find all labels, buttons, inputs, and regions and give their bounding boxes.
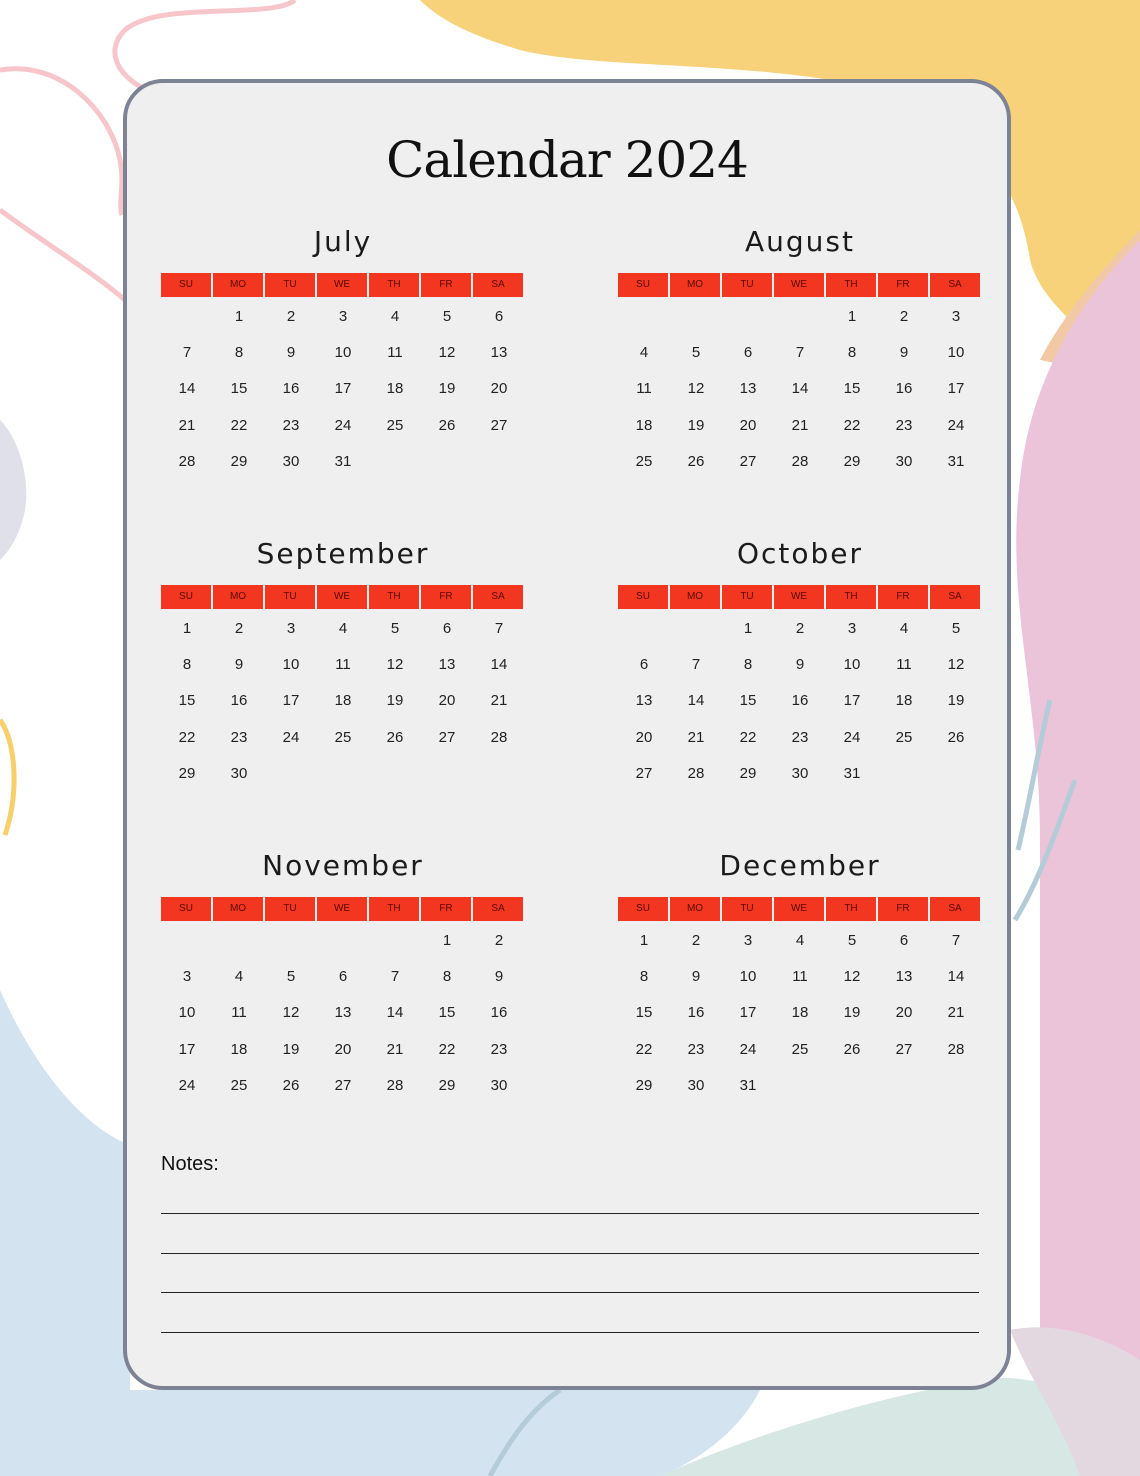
day-cell: 15	[230, 380, 248, 398]
note-line[interactable]	[161, 1253, 979, 1254]
day-cell: 21	[687, 728, 705, 746]
day-cell: 31	[843, 764, 861, 782]
day-cell: 21	[947, 1004, 965, 1022]
day-cell: 28	[947, 1040, 965, 1058]
day-cell: 11	[335, 656, 351, 674]
day-cell: 4	[795, 932, 805, 949]
day-cell: 28	[490, 728, 508, 746]
month-block	[618, 849, 982, 1108]
day-cell: 2	[795, 620, 805, 637]
day-cell: 3	[847, 620, 857, 637]
day-cell: 7	[494, 620, 504, 637]
weekday-header: TU	[722, 897, 772, 921]
empty-day-cell	[161, 927, 213, 963]
day-cell: 6	[338, 968, 348, 986]
day-cell: 5	[847, 932, 857, 949]
day-cell: 22	[438, 1040, 456, 1058]
day-cell: 24	[947, 416, 965, 434]
day-cell: 3	[743, 932, 753, 949]
day-cell: 13	[438, 656, 456, 674]
day-cell: 8	[234, 344, 244, 362]
day-cell: 16	[791, 692, 809, 710]
day-cell: 27	[635, 764, 653, 782]
weekday-header: WE	[774, 585, 824, 609]
day-cell: 15	[438, 1004, 456, 1022]
weekday-header: FR	[421, 897, 471, 921]
day-cell: 25	[230, 1076, 248, 1094]
day-cell: 12	[386, 656, 404, 674]
weekday-header: FR	[421, 585, 471, 609]
weekday-header-row	[618, 897, 982, 921]
day-cell: 24	[178, 1076, 196, 1094]
light-blue-blob-bottom	[100, 1390, 760, 1476]
weekday-header: SU	[618, 585, 668, 609]
weekday-header: SU	[161, 273, 211, 297]
day-cell: 1	[743, 620, 753, 637]
day-cell: 7	[691, 656, 701, 674]
day-cell: 10	[739, 968, 757, 986]
day-cell: 20	[739, 416, 757, 434]
day-cell: 7	[795, 344, 805, 362]
empty-day-cell	[670, 303, 722, 339]
day-cell: 12	[687, 380, 705, 398]
day-cell: 4	[899, 620, 909, 637]
empty-day-cell	[670, 615, 722, 651]
month-name: August	[745, 225, 855, 258]
day-cell: 11	[792, 968, 808, 986]
day-cell: 17	[282, 692, 300, 710]
month-name: October	[736, 537, 864, 570]
day-cell: 22	[635, 1040, 653, 1058]
day-cell: 13	[739, 380, 757, 398]
weekday-header: SU	[161, 585, 211, 609]
day-cell: 21	[490, 692, 508, 710]
day-cell: 8	[182, 656, 192, 674]
day-cell: 10	[947, 344, 965, 362]
day-cell: 18	[895, 692, 913, 710]
weekday-header-row	[161, 273, 525, 297]
day-cell: 2	[494, 932, 504, 949]
day-cell: 24	[843, 728, 861, 746]
day-cell: 8	[442, 968, 452, 986]
day-grid	[618, 615, 982, 796]
day-cell: 9	[691, 968, 701, 986]
day-cell: 27	[438, 728, 456, 746]
day-cell: 11	[231, 1004, 247, 1022]
day-cell: 29	[230, 452, 248, 470]
day-cell: 15	[843, 380, 861, 398]
light-blue-blob	[0, 990, 130, 1476]
weekday-header: TH	[826, 897, 876, 921]
weekday-header: SA	[473, 585, 523, 609]
weekday-header: TH	[826, 585, 876, 609]
day-cell: 12	[282, 1004, 300, 1022]
day-cell: 29	[739, 764, 757, 782]
empty-day-cell	[161, 303, 213, 339]
calendar-card	[123, 79, 1011, 1390]
day-cell: 5	[390, 620, 400, 637]
day-cell: 14	[490, 656, 508, 674]
day-cell: 7	[390, 968, 400, 986]
day-cell: 3	[286, 620, 296, 637]
day-cell: 31	[334, 452, 352, 470]
weekday-header: WE	[774, 897, 824, 921]
page-title: Calendar 2024	[386, 131, 748, 189]
day-cell: 9	[234, 656, 244, 674]
weekday-header: TH	[369, 897, 419, 921]
day-cell: 11	[636, 380, 652, 398]
day-grid	[618, 927, 982, 1108]
weekday-header: MO	[670, 273, 720, 297]
weekday-header: MO	[213, 897, 263, 921]
day-cell: 17	[334, 380, 352, 398]
day-cell: 19	[947, 692, 965, 710]
day-cell: 26	[282, 1076, 300, 1094]
lavender-blob-left	[0, 420, 26, 560]
day-cell: 18	[635, 416, 653, 434]
day-cell: 29	[843, 452, 861, 470]
day-cell: 21	[386, 1040, 404, 1058]
day-cell: 27	[895, 1040, 913, 1058]
day-cell: 1	[182, 620, 192, 637]
day-cell: 23	[895, 416, 913, 434]
day-cell: 15	[739, 692, 757, 710]
weekday-header: SA	[930, 897, 980, 921]
weekday-header: FR	[878, 897, 928, 921]
weekday-header: MO	[670, 897, 720, 921]
pink-blob	[1016, 240, 1140, 1476]
day-cell: 2	[899, 308, 909, 325]
day-cell: 20	[438, 692, 456, 710]
day-cell: 20	[895, 1004, 913, 1022]
day-cell: 6	[494, 308, 504, 325]
weekday-header: MO	[213, 585, 263, 609]
day-cell: 24	[334, 416, 352, 434]
month-block	[618, 537, 982, 796]
day-cell: 1	[847, 308, 857, 325]
day-cell: 18	[386, 380, 404, 398]
day-cell: 10	[282, 656, 300, 674]
day-cell: 30	[895, 452, 913, 470]
month-block	[161, 537, 525, 796]
day-cell: 23	[230, 728, 248, 746]
month-block	[618, 225, 982, 484]
day-cell: 13	[895, 968, 913, 986]
day-cell: 22	[178, 728, 196, 746]
note-line[interactable]	[161, 1332, 979, 1333]
month-name: November	[262, 849, 424, 882]
weekday-header-row	[618, 273, 982, 297]
weekday-header: TH	[369, 585, 419, 609]
weekday-header: SA	[473, 273, 523, 297]
note-line[interactable]	[161, 1213, 979, 1214]
weekday-header: FR	[878, 585, 928, 609]
weekday-header: TU	[265, 897, 315, 921]
weekday-header: WE	[317, 273, 367, 297]
day-cell: 16	[282, 380, 300, 398]
day-cell: 3	[951, 308, 961, 325]
day-cell: 23	[687, 1040, 705, 1058]
day-cell: 25	[386, 416, 404, 434]
day-cell: 14	[178, 380, 196, 398]
month-name: September	[256, 537, 430, 570]
empty-day-cell	[618, 615, 670, 651]
day-cell: 25	[895, 728, 913, 746]
day-cell: 1	[234, 308, 244, 325]
month-name: December	[719, 849, 881, 882]
day-cell: 19	[687, 416, 705, 434]
weekday-header: SU	[161, 897, 211, 921]
day-cell: 24	[282, 728, 300, 746]
day-cell: 17	[178, 1040, 196, 1058]
month-name: July	[313, 225, 373, 258]
day-cell: 17	[739, 1004, 757, 1022]
day-cell: 10	[843, 656, 861, 674]
day-cell: 1	[442, 932, 452, 949]
day-cell: 20	[490, 380, 508, 398]
day-cell: 14	[687, 692, 705, 710]
weekday-header: WE	[774, 273, 824, 297]
weekday-header: MO	[670, 585, 720, 609]
day-cell: 10	[334, 344, 352, 362]
day-cell: 13	[334, 1004, 352, 1022]
day-cell: 5	[442, 308, 452, 325]
weekday-header: MO	[213, 273, 263, 297]
day-cell: 26	[947, 728, 965, 746]
day-cell: 24	[739, 1040, 757, 1058]
weekday-header: TU	[722, 585, 772, 609]
day-cell: 27	[739, 452, 757, 470]
day-cell: 8	[743, 656, 753, 674]
day-cell: 15	[635, 1004, 653, 1022]
empty-day-cell	[317, 927, 369, 963]
day-cell: 26	[687, 452, 705, 470]
day-cell: 16	[687, 1004, 705, 1022]
month-block	[161, 849, 525, 1108]
day-cell: 30	[791, 764, 809, 782]
day-cell: 12	[843, 968, 861, 986]
day-cell: 12	[438, 344, 456, 362]
day-cell: 28	[386, 1076, 404, 1094]
day-cell: 29	[438, 1076, 456, 1094]
day-cell: 14	[386, 1004, 404, 1022]
day-cell: 28	[178, 452, 196, 470]
notes-label: Notes:	[161, 1153, 219, 1175]
day-cell: 5	[286, 968, 296, 986]
empty-day-cell	[265, 927, 317, 963]
weekday-header: TU	[265, 585, 315, 609]
day-cell: 19	[843, 1004, 861, 1022]
day-grid	[161, 615, 525, 796]
day-cell: 6	[743, 344, 753, 362]
day-cell: 19	[282, 1040, 300, 1058]
weekday-header: SU	[618, 273, 668, 297]
day-cell: 23	[791, 728, 809, 746]
day-cell: 8	[639, 968, 649, 986]
day-cell: 17	[843, 692, 861, 710]
weekday-header: SU	[618, 897, 668, 921]
day-cell: 21	[791, 416, 809, 434]
day-cell: 9	[494, 968, 504, 986]
day-cell: 19	[386, 692, 404, 710]
day-cell: 29	[178, 764, 196, 782]
day-cell: 13	[635, 692, 653, 710]
yellow-line	[0, 720, 14, 835]
weekday-header: TH	[826, 273, 876, 297]
day-cell: 17	[947, 380, 965, 398]
day-cell: 25	[635, 452, 653, 470]
day-cell: 1	[639, 932, 649, 949]
day-cell: 21	[178, 416, 196, 434]
day-cell: 11	[896, 656, 912, 674]
day-cell: 28	[687, 764, 705, 782]
day-cell: 7	[951, 932, 961, 949]
day-cell: 31	[947, 452, 965, 470]
day-cell: 28	[791, 452, 809, 470]
day-cell: 27	[490, 416, 508, 434]
day-cell: 23	[490, 1040, 508, 1058]
day-cell: 16	[895, 380, 913, 398]
day-cell: 6	[899, 932, 909, 949]
day-cell: 9	[899, 344, 909, 362]
day-cell: 18	[230, 1040, 248, 1058]
day-cell: 30	[230, 764, 248, 782]
day-cell: 4	[338, 620, 348, 637]
weekday-header: TU	[265, 273, 315, 297]
weekday-header: SA	[930, 585, 980, 609]
day-grid	[618, 303, 982, 484]
day-cell: 22	[739, 728, 757, 746]
weekday-header: SA	[473, 897, 523, 921]
day-cell: 4	[234, 968, 244, 986]
day-cell: 15	[178, 692, 196, 710]
day-cell: 2	[691, 932, 701, 949]
day-cell: 22	[230, 416, 248, 434]
weekday-header: FR	[878, 273, 928, 297]
day-cell: 16	[230, 692, 248, 710]
empty-day-cell	[618, 303, 670, 339]
day-cell: 25	[791, 1040, 809, 1058]
day-cell: 30	[687, 1076, 705, 1094]
weekday-header: TU	[722, 273, 772, 297]
day-cell: 3	[182, 968, 192, 986]
day-cell: 2	[234, 620, 244, 637]
day-cell: 26	[386, 728, 404, 746]
empty-day-cell	[774, 303, 826, 339]
day-cell: 9	[286, 344, 296, 362]
day-cell: 30	[490, 1076, 508, 1094]
day-cell: 16	[490, 1004, 508, 1022]
day-cell: 26	[843, 1040, 861, 1058]
day-grid	[161, 927, 525, 1108]
day-cell: 6	[639, 656, 649, 674]
day-cell: 18	[334, 692, 352, 710]
day-cell: 25	[334, 728, 352, 746]
weekday-header: SA	[930, 273, 980, 297]
day-cell: 8	[847, 344, 857, 362]
day-cell: 12	[947, 656, 965, 674]
day-cell: 27	[334, 1076, 352, 1094]
day-cell: 10	[178, 1004, 196, 1022]
day-grid	[161, 303, 525, 484]
day-cell: 23	[282, 416, 300, 434]
day-cell: 20	[334, 1040, 352, 1058]
day-cell: 9	[795, 656, 805, 674]
day-cell: 5	[951, 620, 961, 637]
day-cell: 5	[691, 344, 701, 362]
day-cell: 4	[390, 308, 400, 325]
day-cell: 26	[438, 416, 456, 434]
day-cell: 13	[490, 344, 508, 362]
weekday-header-row	[161, 585, 525, 609]
weekday-header: FR	[421, 273, 471, 297]
empty-day-cell	[213, 927, 265, 963]
day-cell: 30	[282, 452, 300, 470]
day-cell: 22	[843, 416, 861, 434]
weekday-header: WE	[317, 585, 367, 609]
note-line[interactable]	[161, 1292, 979, 1293]
empty-day-cell	[369, 927, 421, 963]
month-block	[161, 225, 525, 484]
day-cell: 14	[947, 968, 965, 986]
day-cell: 7	[182, 344, 192, 362]
day-cell: 2	[286, 308, 296, 325]
weekday-header: WE	[317, 897, 367, 921]
weekday-header-row	[618, 585, 982, 609]
day-cell: 6	[442, 620, 452, 637]
day-cell: 18	[791, 1004, 809, 1022]
day-cell: 19	[438, 380, 456, 398]
day-cell: 31	[739, 1076, 757, 1094]
day-cell: 11	[387, 344, 403, 362]
day-cell: 3	[338, 308, 348, 325]
empty-day-cell	[722, 303, 774, 339]
weekday-header: TH	[369, 273, 419, 297]
weekday-header-row	[161, 897, 525, 921]
day-cell: 20	[635, 728, 653, 746]
day-cell: 14	[791, 380, 809, 398]
day-cell: 29	[635, 1076, 653, 1094]
day-cell: 4	[639, 344, 649, 362]
